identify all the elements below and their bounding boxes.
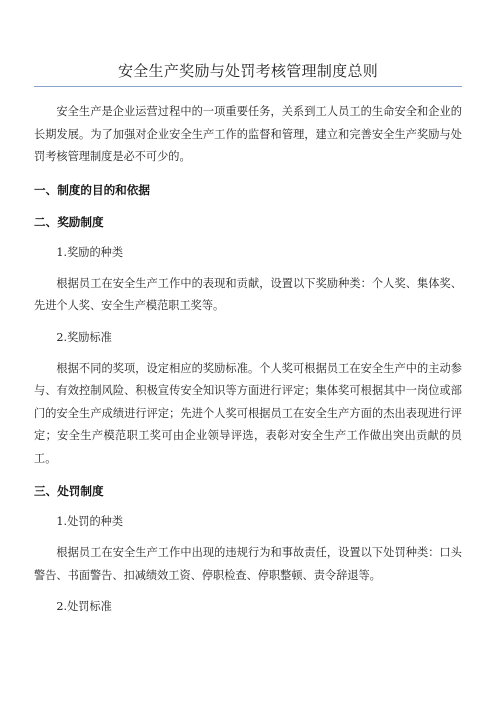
subheading-reward-types: 1.奖励的种类 <box>56 245 124 259</box>
intro-paragraph: 安全生产是企业运营过程中的一项重要任务，关系到工人员工的生命安全和企业的长期发展。为了加强对企业安全生产工作的监督和管理，建立和完善安全生产奖励与处罚考核管理制度是必不可少的。 <box>34 105 462 163</box>
document-title: 安全生产奖励与处罚考核管理制度总则 <box>117 62 379 80</box>
subheading-reward-standards: 2.奖励标准 <box>56 330 112 344</box>
paragraph-penalty-types: 根据员工在安全生产工作中出现的违规行为和事故责任，设置以下处罚种类：口头警告、书面警告、扣减绩效工资、停职检查、停职整顿、责令辞退等。 <box>34 546 462 582</box>
title-divider <box>34 86 462 87</box>
subheading-penalty-types: 1.处罚的种类 <box>56 515 124 528</box>
section-heading-purpose: 一、制度的目的和依据 <box>34 182 150 197</box>
document-page <box>34 0 462 618</box>
paragraph-reward-standards: 根据不同的奖项，设定相应的奖励标准。个人奖可根据员工在安全生产中的主动参与、有效控制风险、积极宣传安全知识等方面进行评定；集体奖可根据其中一岗位或部门的安全生产成绩进行评定；先进个人奖可根据员工在安全生产方面的杰出表现进行评定；安全生产模范职工奖可由企业领导评选，表彰对安全生产工作做出突出贡献的员工。 <box>34 361 462 465</box>
section-heading-penalties: 三、处罚制度 <box>34 484 104 498</box>
subheading-penalty-standards: 2.处罚标准 <box>56 600 112 613</box>
paragraph-reward-types: 根据员工在安全生产工作中的表现和贡献，设置以下奖励种类：个人奖、集体奖、先进个人奖、安全生产模范职工奖等。 <box>34 276 462 312</box>
section-heading-rewards: 二、奖励制度 <box>34 214 104 229</box>
